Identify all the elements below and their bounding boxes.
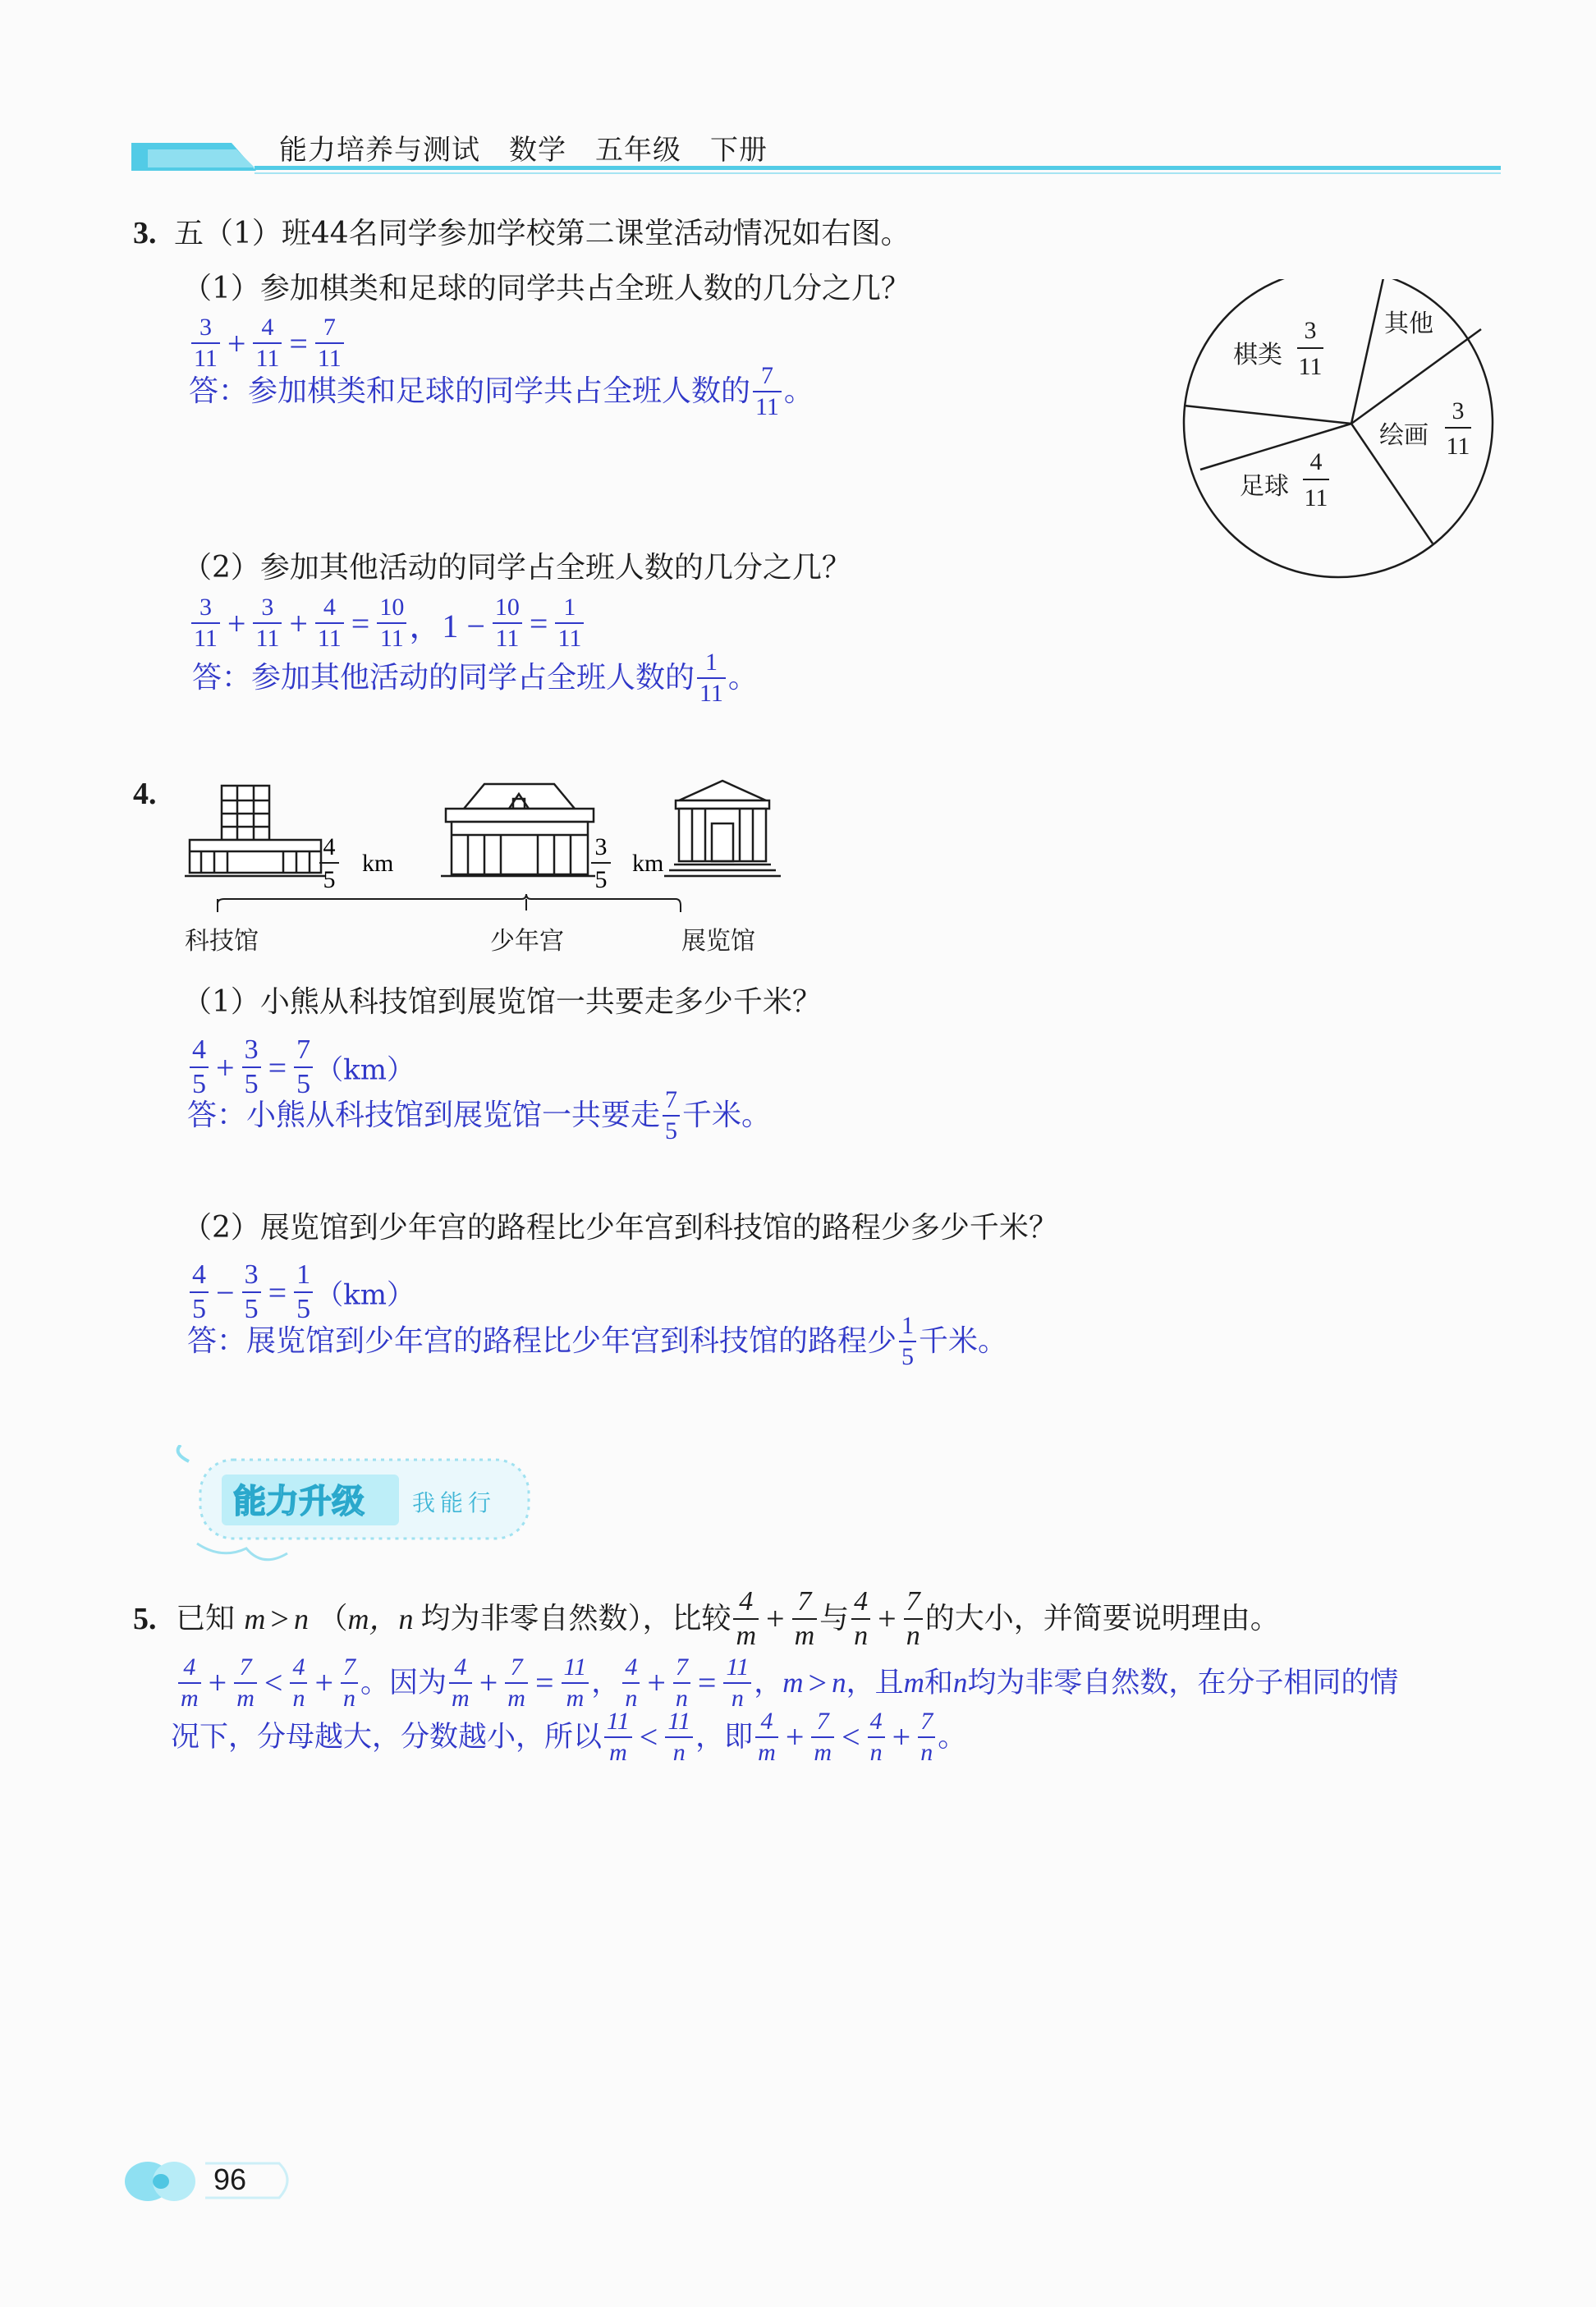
exhibition-hall-icon <box>664 781 781 876</box>
dist1-denominator: 5 <box>323 866 336 893</box>
pie-football-denominator: 11 <box>1304 484 1328 511</box>
dist2-unit: km <box>632 850 664 877</box>
pie-label-drawing: 绘画 <box>1379 421 1429 450</box>
q4-number: 4. <box>133 777 157 811</box>
route-diagram <box>185 776 792 965</box>
activity-pie-chart <box>1182 279 1511 591</box>
pie-chess-denominator: 11 <box>1298 353 1323 380</box>
pie-divider <box>1351 279 1384 424</box>
pie-divider <box>1200 424 1351 470</box>
dist2-numerator: 3 <box>594 833 608 860</box>
q4-p2-question: （2）展览馆到少年宫的路程比少年宫到科技馆的路程少多少千米？ <box>182 1211 1058 1245</box>
q4-p1-equation: $\frac{4}{5}$ + $\frac{3}{5}$ = $\frac{7}{5}$ （km） <box>187 1036 415 1098</box>
q3-p2-question: （2）参加其他活动的同学占全班人数的几分之几？ <box>182 551 851 585</box>
q4-p2-equation: $\frac{4}{5}$ − $\frac{3}{5}$ = $\frac{1}{5}$ （km） <box>187 1261 415 1323</box>
dist1-unit: km <box>362 850 394 877</box>
q3-p1-question: （1）参加棋类和足球的同学共占全班人数的几分之几？ <box>182 272 910 305</box>
q3-p1-answer: 答：参加棋类和足球的同学共占全班人数的 $\frac{7}{11}$ 。 <box>189 362 814 420</box>
q5-answer-line2: 况下，分母越大，分数越小，所以 $\frac{11}{m}$ < $\frac{11}{n}$ ，即 $\frac{4}{m}$ + $\frac{7}{m}$ < $\frac{4}{n}$ + $\frac{7}{n}$ 。 <box>171 1708 967 1766</box>
q5-number: 5. <box>133 1602 157 1636</box>
place-exhibition-hall: 展览馆 <box>681 927 755 956</box>
pie-label-chess: 棋类 <box>1233 341 1282 369</box>
q3-p2-answer: 答：参加其他活动的同学占全班人数的 $\frac{1}{11}$ 。 <box>192 649 758 707</box>
pie-label-other: 其他 <box>1384 310 1433 338</box>
pie-divider <box>1184 406 1351 424</box>
page-number-decoration <box>115 2147 304 2213</box>
dist2-denominator: 5 <box>594 866 608 893</box>
science-museum-icon <box>185 786 326 876</box>
pie-football-numerator: 4 <box>1309 448 1323 475</box>
banner-main-text: 能力升级 <box>233 1483 365 1520</box>
section-banner <box>172 1445 558 1568</box>
q4-p1-question: （1）小熊从科技馆到展览馆一共要走多少千米？ <box>182 985 822 1019</box>
q4-p1-answer: 答：小熊从科技馆到展览馆一共要走 $\frac{7}{5}$ 千米。 <box>187 1086 772 1144</box>
q3-stem: 3. 五（1）班44名同学参加学校第二课堂活动情况如右图。 <box>133 216 910 250</box>
q4-p2-answer: 答：展览馆到少年宫的路程比少年宫到科技馆的路程少 $\frac{1}{5}$ 千米。 <box>187 1312 1008 1370</box>
dist1-numerator: 4 <box>323 833 336 860</box>
q3-p1-equation: $\frac{3}{11}$ + $\frac{4}{11}$ = $\frac{7}{11}$ <box>189 315 346 371</box>
q5-answer-line1: $\frac{4}{m}$ + $\frac{7}{m}$ < $\frac{4}{n}$ + $\frac{7}{n}$ 。因为 $\frac{4}{m}$ + $\frac{7}{m}$ = $\frac{11}{m}$ ， $\frac{4}{n}$ + $\frac{7}{n}$ = $\frac{11}{n}$ ，m > n，且m和n均为非零自然数，在分子相同的情 <box>176 1655 1398 1711</box>
pie-drawing-denominator: 11 <box>1446 433 1470 460</box>
q3-p2-equation: $\frac{3}{11}$ + $\frac{3}{11}$ + $\frac{4}{11}$ = $\frac{10}{11}$ ，1 − $\frac{10}{11}$ = $\frac{1}{11}$ <box>189 595 586 651</box>
pie-drawing-numerator: 3 <box>1452 397 1465 424</box>
place-youth-palace: 少年宫 <box>490 927 564 956</box>
youth-palace-icon <box>441 784 595 876</box>
q3-number: 3. <box>133 216 157 250</box>
pie-label-football: 足球 <box>1240 472 1289 501</box>
place-science-museum: 科技馆 <box>185 927 259 956</box>
banner-sub-text: 我能行 <box>412 1489 497 1516</box>
header-title: 能力培养与测试 数学 五年级 下册 <box>279 134 768 167</box>
page-number: 96 <box>213 2163 247 2196</box>
q5-stem: 5. 已知 m > n （m，n 均为非零自然数），比较 $\frac{4}{m}$ + $\frac{7}{m}$ 与 $\frac{4}{n}$ + $\frac{7}{n}$ 的大小，并简要说明理由。 <box>133 1586 1280 1651</box>
pie-chess-numerator: 3 <box>1304 317 1317 344</box>
